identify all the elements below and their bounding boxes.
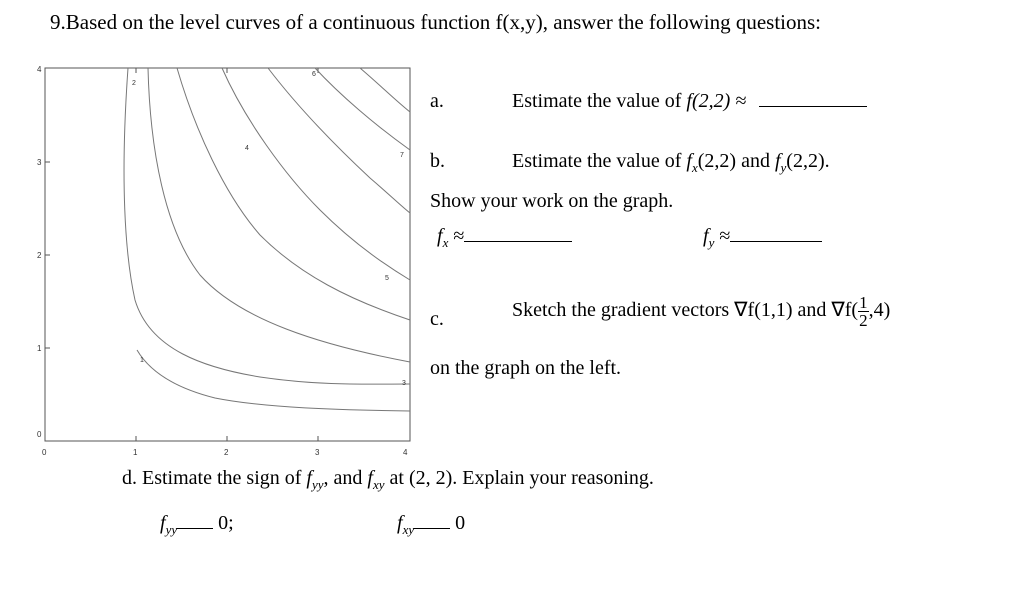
question-b-label: b.: [430, 150, 445, 172]
contour-label-6: 6: [312, 71, 316, 78]
question-d-and: , and: [323, 467, 363, 489]
level-curve-4: [177, 68, 410, 320]
fyy-sign-blank[interactable]: [177, 527, 213, 529]
problem-title: 9.Based on the level curves of a continuous function f(x,y), answer the following questions:: [50, 10, 821, 34]
question-d-prompt: d. Estimate the sign of: [122, 467, 302, 489]
x-tick-2: 2: [224, 448, 229, 457]
contour-graph: [0, 0, 420, 470]
y-tick-4: 4: [37, 65, 42, 74]
fyy-symbol: f: [160, 512, 166, 534]
y-tick-0: 0: [37, 430, 42, 439]
fyy-symbol-sub: yy: [165, 522, 178, 537]
fx-answer-line: [437, 225, 572, 251]
contour-label-5: 5: [385, 275, 389, 282]
question-d-fyy-sub: yy: [311, 477, 324, 492]
level-curve-3: [148, 68, 410, 362]
question-b-instruction: Show your work on the graph.: [430, 190, 674, 212]
graph-frame: [45, 68, 410, 441]
contour-label-7: 7: [400, 152, 404, 159]
x-tick-1: 1: [133, 448, 138, 457]
contour-label-1: 1: [140, 357, 144, 364]
x-tick-0: 0: [42, 448, 47, 457]
question-b-fy-sub: y: [780, 160, 787, 175]
level-curve-2: [124, 68, 410, 384]
fy-answer-line: [703, 225, 822, 251]
contour-label-2: 2: [132, 80, 136, 87]
fxy-zero: 0: [455, 512, 466, 534]
fraction-numerator: 1: [859, 293, 868, 312]
question-c-label: c.: [430, 308, 444, 330]
y-tick-3: 3: [37, 158, 42, 167]
fx-symbol-sub: x: [442, 235, 449, 250]
fx-answer-blank[interactable]: [464, 240, 572, 242]
question-d-text: [122, 467, 654, 493]
fyy-answer-line: [160, 512, 234, 538]
question-b-fx-sub: x: [691, 160, 698, 175]
fraction-one-half: [858, 294, 869, 329]
fy-symbol: f: [703, 225, 709, 247]
question-c-continuation: on the graph on the left.: [430, 357, 622, 379]
question-b-fy: f: [774, 150, 781, 172]
question-b-text: [512, 150, 830, 176]
fraction-denominator: 2: [859, 311, 868, 330]
axis-ticks: [45, 68, 318, 441]
question-a-prompt: Estimate the value of: [512, 90, 682, 112]
level-curve-5: [222, 68, 410, 280]
level-curve-1: [137, 350, 410, 411]
contour-label-3: 3: [402, 380, 406, 387]
fy-approx-sign: ≈: [719, 225, 731, 247]
contour-labels: [132, 71, 406, 387]
x-tick-4: 4: [403, 448, 408, 457]
question-b-fy-arg: (2,2).: [786, 150, 830, 172]
question-c-text: [512, 294, 890, 329]
y-tick-2: 2: [37, 251, 42, 260]
level-curves: [124, 68, 410, 411]
fyy-zero: 0;: [218, 512, 234, 534]
fxy-answer-line: [397, 512, 465, 538]
fxy-sign-blank[interactable]: [414, 527, 450, 529]
question-a-expression: f(2,2) ≈: [686, 90, 747, 112]
question-d-fxy-sub: xy: [372, 477, 385, 492]
question-d-end: at (2, 2). Explain your reasoning.: [389, 467, 654, 489]
question-a-text: [512, 90, 867, 113]
fy-answer-blank[interactable]: [730, 240, 822, 242]
fx-approx-sign: ≈: [453, 225, 465, 247]
question-b-fx-arg: (2,2): [697, 150, 737, 172]
question-c-end: ,4): [868, 299, 891, 322]
question-c-prompt: Sketch the gradient vectors ∇f(1,1) and ∇f(: [512, 299, 859, 322]
question-d-fxy: f: [367, 467, 373, 489]
question-b-prompt: Estimate the value of: [512, 150, 682, 172]
contour-label-4: 4: [245, 145, 249, 152]
y-tick-1: 1: [37, 344, 42, 353]
question-b-fx: f: [686, 150, 692, 172]
fxy-symbol: f: [397, 512, 403, 534]
level-curve-6: [268, 68, 410, 213]
question-a-label: a.: [430, 90, 444, 112]
fy-symbol-sub: y: [708, 235, 715, 250]
level-curve-8: [360, 68, 410, 112]
answer-a-blank[interactable]: [759, 105, 867, 107]
x-tick-3: 3: [315, 448, 320, 457]
fxy-symbol-sub: xy: [402, 522, 415, 537]
question-b-and: and: [741, 150, 770, 172]
question-d-fyy: f: [306, 467, 312, 489]
fx-symbol: f: [437, 225, 443, 247]
